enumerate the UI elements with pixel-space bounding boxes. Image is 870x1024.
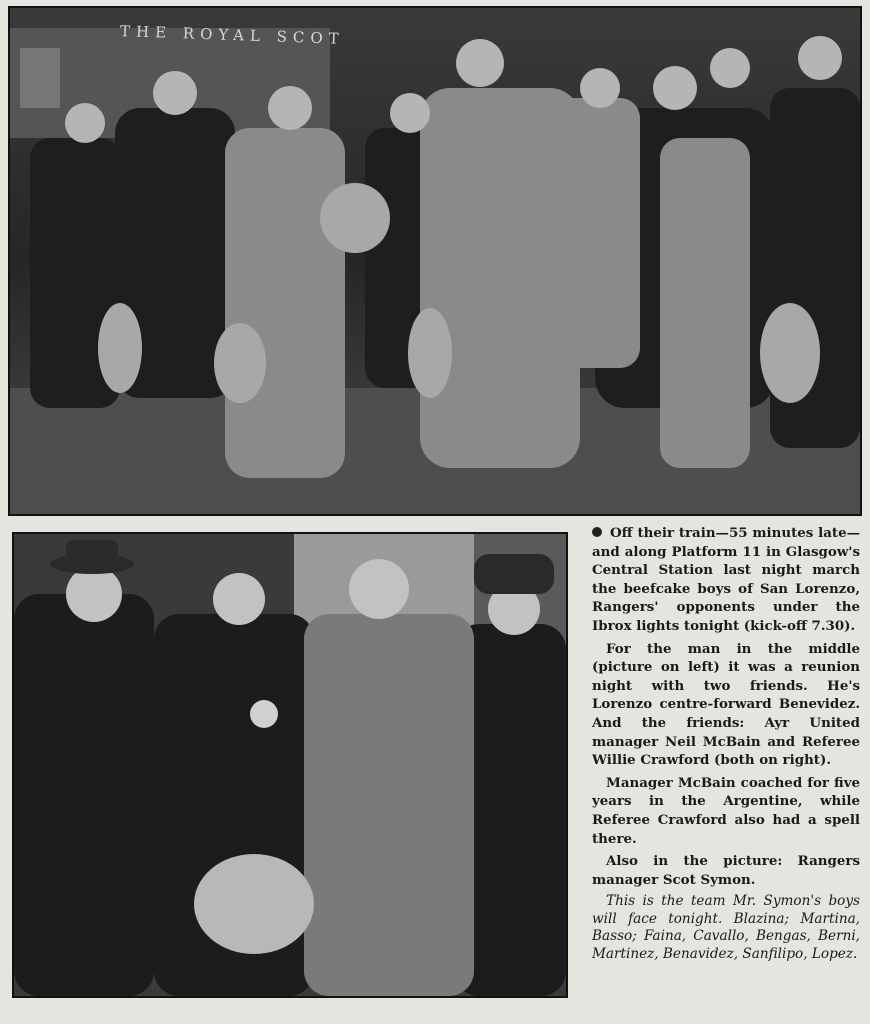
caption-paragraph-1 [592,524,860,636]
reunion-photo [12,532,568,998]
team-arrival-photo [8,6,862,516]
bullet-icon [592,527,602,537]
caption-paragraph-3: Manager McBain coached for five years in the Argentine, while Referee Crawford also had a spell there. [592,774,860,847]
caption-team-lineup: This is the team Mr. Symon's boys will face tonight. Blazina; Martina, Basso; Faina, Cavallo, Bengas, Berni, Martinez, Benavidez, Sanfilipo, Lopez. [592,893,860,963]
station-sign: THE ROYAL SCOT [119,22,345,48]
caption-paragraph-1-text: Off their train—55 minutes late—and along Platform 11 in Glasgow's Central Station last night march the beefcake boys of San Lorenzo, Rangers' opponents under the Ibrox lights tonight (kick-off 7.30). [592,525,860,634]
reunion-photo-image [14,534,566,996]
caption-paragraph-2: For the man in the middle (picture on left) it was a reunion night with two friends. He's Lorenzo centre-forward Benevidez. And the friends: Ayr United manager Neil McBain and Referee Willie Crawford (both on right). [592,640,860,769]
team-arrival-photo-image [10,8,860,514]
article-caption [592,524,860,968]
caption-paragraph-4: Also in the picture: Rangers manager Scot Symon. [592,853,860,888]
